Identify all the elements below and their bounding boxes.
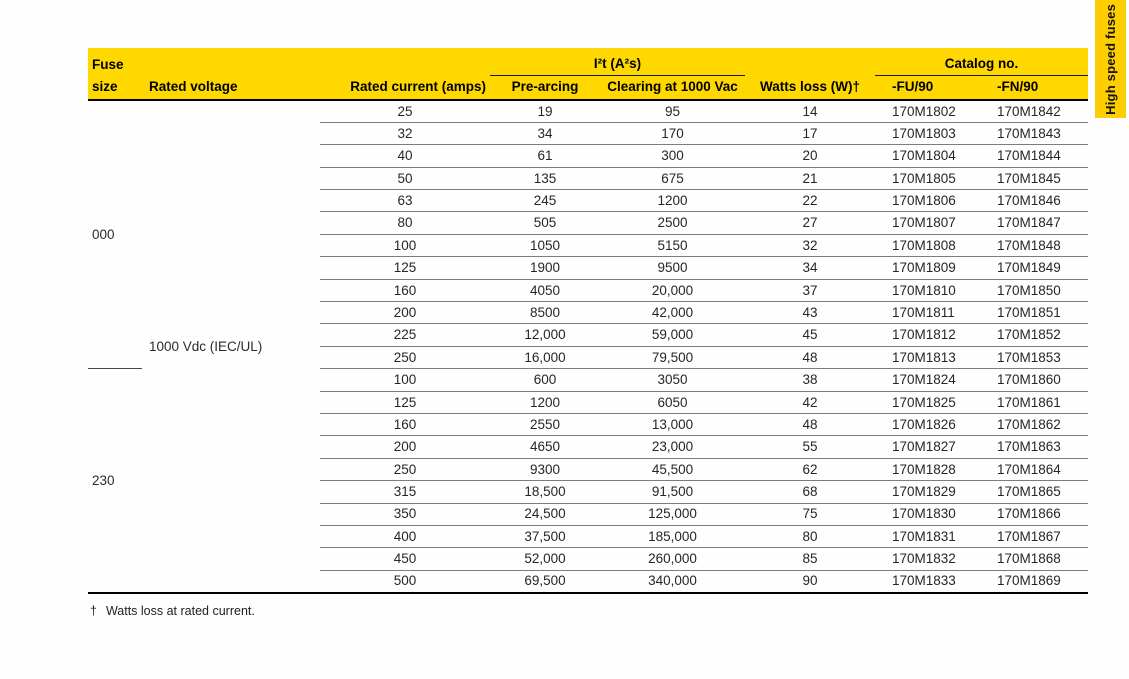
- fuse-spec-table: [88, 48, 1088, 594]
- pre-arcing-cell: 1050: [490, 234, 600, 256]
- watts-loss-cell: 55: [745, 436, 875, 458]
- clearing-cell: 59,000: [600, 324, 745, 346]
- catalog-fn-cell: 170M1869: [978, 570, 1088, 592]
- catalog-fu-cell: 170M1803: [875, 122, 978, 144]
- catalog-fn-cell: 170M1860: [978, 369, 1088, 391]
- watts-loss-cell: 21: [745, 167, 875, 189]
- catalog-fu-cell: 170M1825: [875, 391, 978, 413]
- footnote: [90, 604, 255, 618]
- catalog-fu-cell: 170M1813: [875, 346, 978, 368]
- watts-loss-cell: 27: [745, 212, 875, 234]
- watts-loss-cell: 34: [745, 257, 875, 279]
- pre-arcing-cell: 37,500: [490, 525, 600, 547]
- catalog-fn-cell: 170M1867: [978, 525, 1088, 547]
- watts-loss-cell: 32: [745, 234, 875, 256]
- rated-current-cell: 40: [320, 145, 490, 167]
- rated-current-cell: 350: [320, 503, 490, 525]
- rated-current-cell: 125: [320, 391, 490, 413]
- catalog-fu-cell: 170M1826: [875, 413, 978, 435]
- clearing-cell: 5150: [600, 234, 745, 256]
- rated-current-cell: 200: [320, 436, 490, 458]
- pre-arcing-cell: 18,500: [490, 481, 600, 503]
- catalog-fu-cell: 170M1812: [875, 324, 978, 346]
- catalog-fn-cell: 170M1862: [978, 413, 1088, 435]
- pre-arcing-cell: 61: [490, 145, 600, 167]
- side-tab-label: High speed fuses: [1103, 3, 1118, 115]
- pre-arcing-cell: 8500: [490, 302, 600, 324]
- catalog-fn-cell: 170M1845: [978, 167, 1088, 189]
- catalog-fn-cell: 170M1848: [978, 234, 1088, 256]
- pre-arcing-cell: 69,500: [490, 570, 600, 592]
- catalog-fu-cell: 170M1809: [875, 257, 978, 279]
- catalog-fu-cell: 170M1804: [875, 145, 978, 167]
- catalog-fu-cell: 170M1831: [875, 525, 978, 547]
- watts-loss-cell: 75: [745, 503, 875, 525]
- watts-loss-cell: 48: [745, 346, 875, 368]
- clearing-cell: 125,000: [600, 503, 745, 525]
- catalog-fn-cell: 170M1865: [978, 481, 1088, 503]
- catalog-fn-cell: 170M1852: [978, 324, 1088, 346]
- pre-arcing-cell: 1900: [490, 257, 600, 279]
- clearing-cell: 1200: [600, 190, 745, 212]
- catalog-fn-cell: 170M1843: [978, 122, 1088, 144]
- watts-loss-cell: 38: [745, 369, 875, 391]
- watts-loss-cell: 20: [745, 145, 875, 167]
- rated-current-cell: 63: [320, 190, 490, 212]
- catalog-fu-cell: 170M1810: [875, 279, 978, 301]
- catalog-fn-cell: 170M1844: [978, 145, 1088, 167]
- rated-current-cell: 315: [320, 481, 490, 503]
- clearing-cell: 42,000: [600, 302, 745, 324]
- catalog-fn-cell: 170M1847: [978, 212, 1088, 234]
- watts-loss-cell: 45: [745, 324, 875, 346]
- watts-loss-cell: 90: [745, 570, 875, 592]
- catalog-fu-cell: 170M1802: [875, 100, 978, 122]
- clearing-cell: 91,500: [600, 481, 745, 503]
- rated-current-cell: 32: [320, 122, 490, 144]
- catalog-fu-cell: 170M1830: [875, 503, 978, 525]
- catalog-fn-cell: 170M1849: [978, 257, 1088, 279]
- watts-loss-cell: 85: [745, 548, 875, 570]
- catalog-fu-cell: 170M1811: [875, 302, 978, 324]
- empty-header-cell: [745, 48, 875, 75]
- rated-current-cell: 500: [320, 570, 490, 592]
- rated-current-cell: 80: [320, 212, 490, 234]
- clearing-cell: 20,000: [600, 279, 745, 301]
- fuse-size-cell: 000: [88, 100, 142, 369]
- catalog-fu-cell: 170M1806: [875, 190, 978, 212]
- rated-current-cell: 100: [320, 369, 490, 391]
- clearing-header: Clearing at 1000 Vac: [600, 75, 745, 100]
- rated-current-cell: 25: [320, 100, 490, 122]
- empty-header-cell: [320, 48, 490, 75]
- pre-arcing-cell: 9300: [490, 458, 600, 480]
- rated-current-cell: 225: [320, 324, 490, 346]
- fuse-size-header-line2: size: [88, 75, 142, 100]
- rated-current-cell: 50: [320, 167, 490, 189]
- rated-current-cell: 400: [320, 525, 490, 547]
- clearing-cell: 45,500: [600, 458, 745, 480]
- rated-current-cell: 125: [320, 257, 490, 279]
- watts-loss-header: Watts loss (W)†: [745, 75, 875, 100]
- watts-loss-cell: 22: [745, 190, 875, 212]
- pre-arcing-cell: 52,000: [490, 548, 600, 570]
- table-body: [88, 100, 1088, 593]
- pre-arcing-header: Pre-arcing: [490, 75, 600, 100]
- catalog-fn-cell: 170M1850: [978, 279, 1088, 301]
- rated-current-cell: 160: [320, 279, 490, 301]
- catalog-fu-header: -FU/90: [875, 75, 978, 100]
- pre-arcing-cell: 505: [490, 212, 600, 234]
- catalog-fu-cell: 170M1807: [875, 212, 978, 234]
- catalog-fu-cell: 170M1829: [875, 481, 978, 503]
- clearing-cell: 23,000: [600, 436, 745, 458]
- pre-arcing-cell: 600: [490, 369, 600, 391]
- fuse-size-cell: 230: [88, 369, 142, 593]
- watts-loss-cell: 43: [745, 302, 875, 324]
- watts-loss-cell: 80: [745, 525, 875, 547]
- rated-current-cell: 250: [320, 346, 490, 368]
- catalog-fu-cell: 170M1827: [875, 436, 978, 458]
- clearing-cell: 3050: [600, 369, 745, 391]
- clearing-cell: 185,000: [600, 525, 745, 547]
- empty-header-cell: [142, 48, 320, 75]
- rated-current-cell: 100: [320, 234, 490, 256]
- clearing-cell: 2500: [600, 212, 745, 234]
- clearing-cell: 79,500: [600, 346, 745, 368]
- footnote-text: Watts loss at rated current.: [105, 604, 255, 618]
- catalog-fn-cell: 170M1866: [978, 503, 1088, 525]
- pre-arcing-cell: 4650: [490, 436, 600, 458]
- catalog-fn-cell: 170M1842: [978, 100, 1088, 122]
- pre-arcing-cell: 19: [490, 100, 600, 122]
- pre-arcing-cell: 34: [490, 122, 600, 144]
- catalog-fn-header: -FN/90: [978, 75, 1088, 100]
- pre-arcing-cell: 2550: [490, 413, 600, 435]
- clearing-cell: 260,000: [600, 548, 745, 570]
- watts-loss-cell: 17: [745, 122, 875, 144]
- catalog-fn-cell: 170M1863: [978, 436, 1088, 458]
- column-header-row: [88, 75, 1088, 100]
- catalog-group-header: Catalog no.: [875, 48, 1088, 75]
- rated-voltage-cell: 1000 Vdc (IEC/UL): [142, 100, 320, 593]
- clearing-cell: 300: [600, 145, 745, 167]
- watts-loss-cell: 42: [745, 391, 875, 413]
- clearing-cell: 95: [600, 100, 745, 122]
- clearing-cell: 170: [600, 122, 745, 144]
- catalog-fn-cell: 170M1868: [978, 548, 1088, 570]
- pre-arcing-cell: 135: [490, 167, 600, 189]
- pre-arcing-cell: 12,000: [490, 324, 600, 346]
- pre-arcing-cell: 245: [490, 190, 600, 212]
- i2t-group-header: I²t (A²s): [490, 48, 745, 75]
- catalog-fn-cell: 170M1861: [978, 391, 1088, 413]
- fuse-size-header-line1: Fuse: [88, 48, 142, 75]
- watts-loss-cell: 62: [745, 458, 875, 480]
- pre-arcing-cell: 1200: [490, 391, 600, 413]
- clearing-cell: 340,000: [600, 570, 745, 592]
- catalog-fu-cell: 170M1824: [875, 369, 978, 391]
- catalog-fn-cell: 170M1851: [978, 302, 1088, 324]
- catalog-fu-cell: 170M1832: [875, 548, 978, 570]
- rated-current-cell: 250: [320, 458, 490, 480]
- rated-current-header: Rated current (amps): [320, 75, 490, 100]
- catalog-fu-cell: 170M1833: [875, 570, 978, 592]
- table-row: [88, 100, 1088, 122]
- watts-loss-cell: 68: [745, 481, 875, 503]
- catalog-fu-cell: 170M1805: [875, 167, 978, 189]
- rated-current-cell: 450: [320, 548, 490, 570]
- clearing-cell: 675: [600, 167, 745, 189]
- clearing-cell: 13,000: [600, 413, 745, 435]
- pre-arcing-cell: 16,000: [490, 346, 600, 368]
- rated-voltage-header: Rated voltage: [142, 75, 320, 100]
- rated-current-cell: 200: [320, 302, 490, 324]
- dagger-symbol: †: [90, 604, 97, 618]
- pre-arcing-cell: 4050: [490, 279, 600, 301]
- catalog-fu-cell: 170M1808: [875, 234, 978, 256]
- rated-current-cell: 160: [320, 413, 490, 435]
- clearing-cell: 6050: [600, 391, 745, 413]
- clearing-cell: 9500: [600, 257, 745, 279]
- catalog-fn-cell: 170M1864: [978, 458, 1088, 480]
- catalog-fn-cell: 170M1853: [978, 346, 1088, 368]
- catalog-fn-cell: 170M1846: [978, 190, 1088, 212]
- catalog-fu-cell: 170M1828: [875, 458, 978, 480]
- group-header-row: [88, 48, 1088, 75]
- pre-arcing-cell: 24,500: [490, 503, 600, 525]
- high-speed-fuses-tab: [1095, 0, 1126, 118]
- watts-loss-cell: 48: [745, 413, 875, 435]
- table-header: [88, 48, 1088, 100]
- watts-loss-cell: 37: [745, 279, 875, 301]
- watts-loss-cell: 14: [745, 100, 875, 122]
